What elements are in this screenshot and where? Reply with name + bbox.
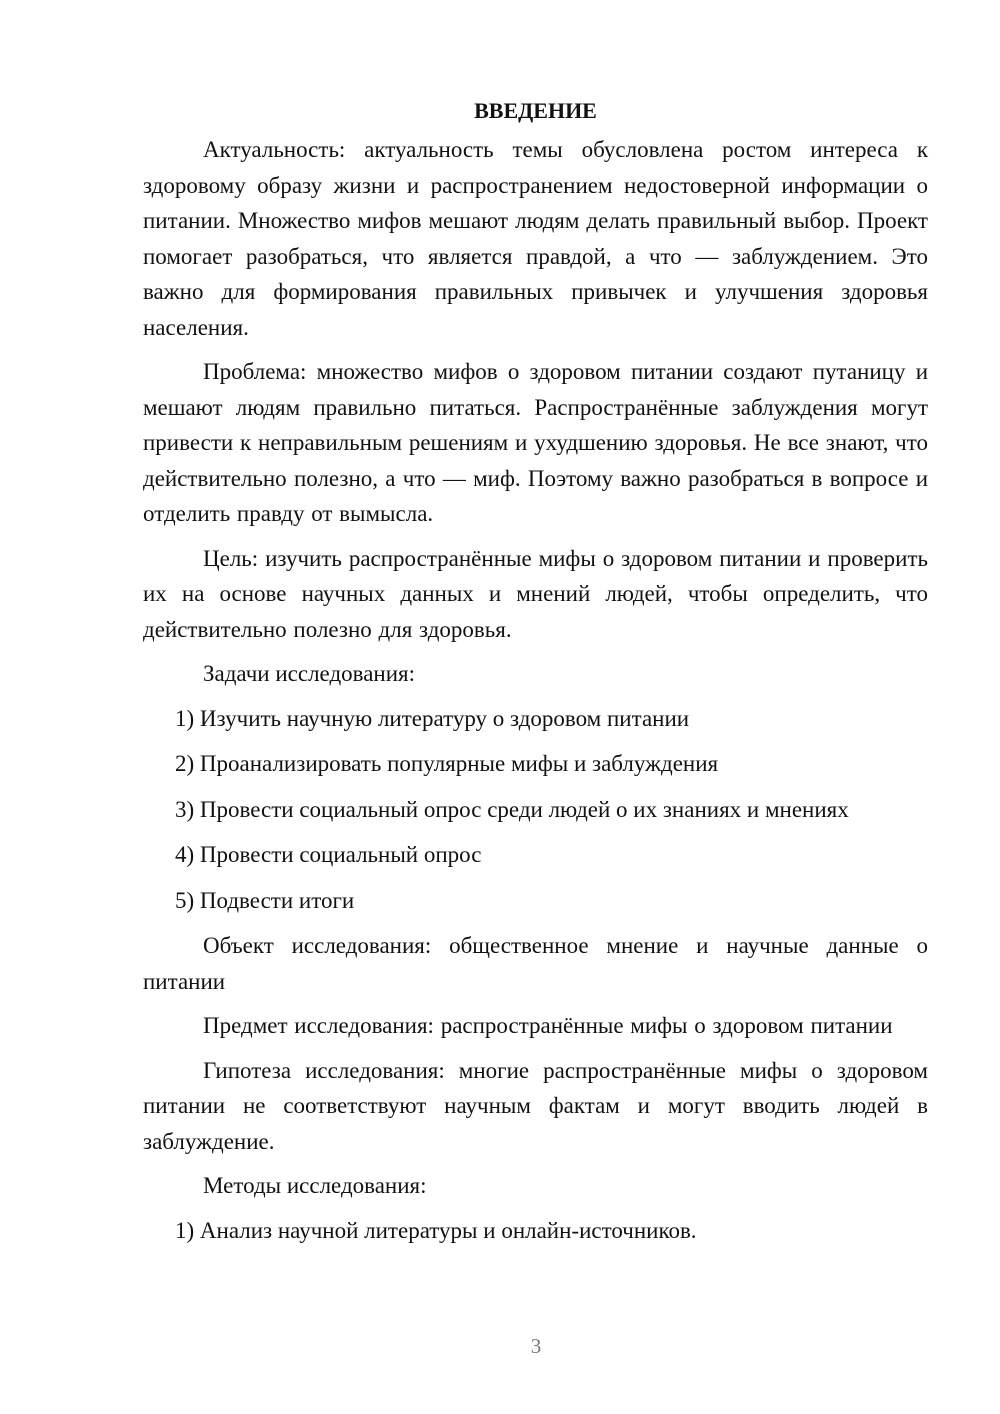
list-item: 3) Провести социальный опрос среди людей о их знаниях и мнениях: [175, 796, 849, 822]
page-number: 3: [530, 1334, 542, 1358]
methods-list: [143, 1213, 928, 1249]
paragraph-goal: Цель: изучить распространённые мифы о здоровом питании и проверить их на основе научных данных и мнений людей, чтобы определить, что действительно полезно для здоровья.: [143, 545, 928, 642]
paragraph-hypothesis: Гипотеза исследования: многие распространённые мифы о здоровом питании не соответствуют научным фактам и могут вводить людей в заблуждение.: [143, 1057, 928, 1154]
paragraph-subject: Предмет исследования: распространённые мифы о здоровом питании: [203, 1013, 893, 1038]
list-item: 2) Проанализировать популярные мифы и заблуждения: [175, 751, 719, 776]
paragraph-problem: Проблема: множество мифов о здоровом питании создают путаницу и мешают людям правильно питаться. Распространённые заблуждения могут привести к неправильным решениям и ухудшению здоровья. Не все знают, что действительно полезно, а что — миф. Поэтому важно разобраться в вопросе и отделить правду от вымысла.: [143, 359, 928, 526]
list-item: 1) Анализ научной литературы и онлайн-источников.: [175, 1217, 697, 1243]
tasks-heading: Задачи исследования:: [203, 661, 416, 686]
list-item: 4) Провести социальный опрос: [175, 842, 482, 867]
list-item: 1) Изучить научную литературу о здоровом питании: [175, 705, 690, 731]
paragraph-object: Объект исследования: общественное мнение и научные данные о питании: [143, 933, 928, 994]
methods-heading: Методы исследования:: [203, 1173, 427, 1198]
page-content: [143, 93, 928, 1258]
tasks-list: [143, 701, 928, 919]
list-item: 5) Подвести итоги: [175, 887, 355, 913]
paragraph-relevance: Актуальность: актуальность темы обусловлена ростом интереса к здоровому образу жизни и распространением недостоверной информации о питании. Множество мифов мешают людям делать правильный выбор. Проект помогает разобраться, что является правдой, а что — заблуждением. Это важно для формирования правильных привычек и улучшения здоровья населения.: [143, 137, 928, 340]
page-title: ВВЕДЕНИЕ: [474, 98, 597, 123]
